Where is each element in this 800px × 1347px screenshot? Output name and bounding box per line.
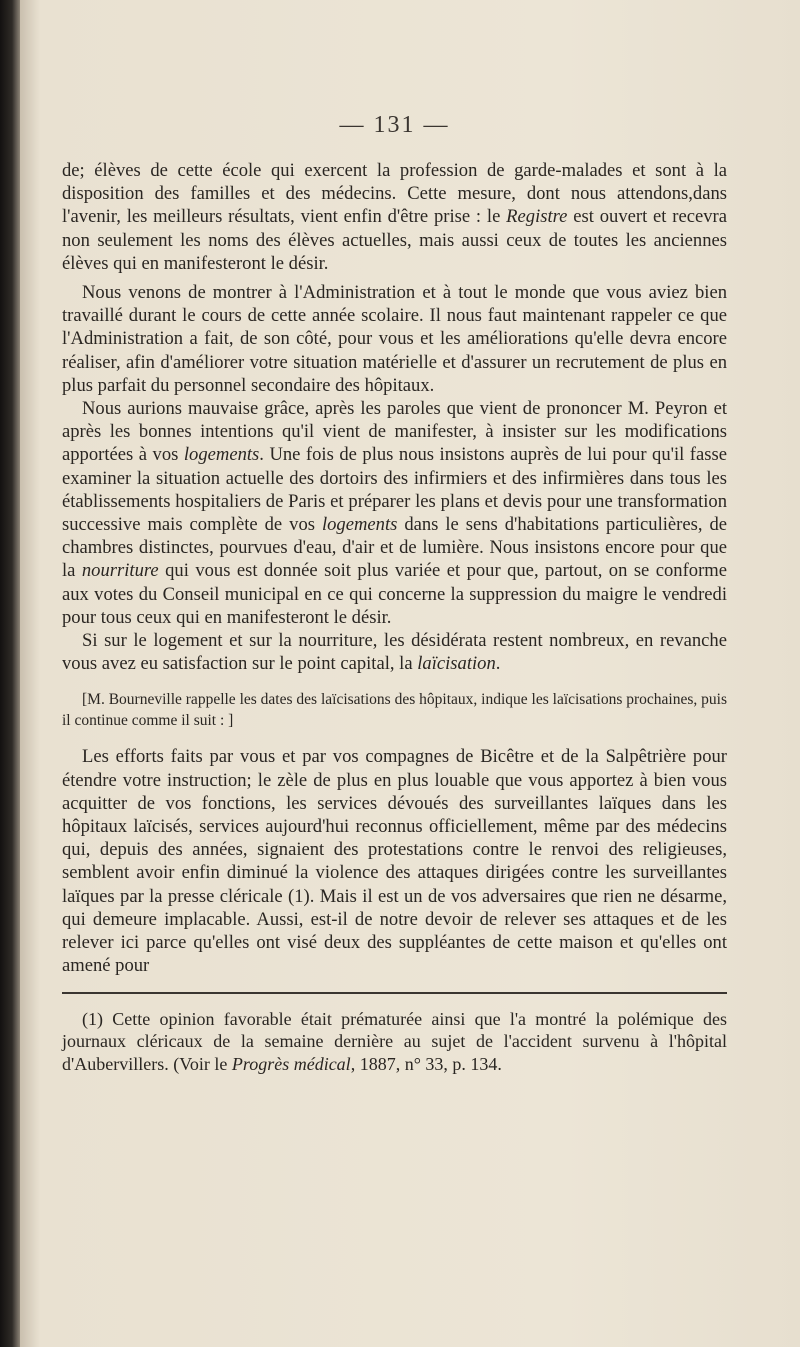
- footnote-text-b: , 1887, n° 33, p. 134.: [350, 1053, 502, 1074]
- paragraph-3-italic-2: logements: [321, 514, 398, 536]
- footnote-rule: [62, 992, 727, 994]
- footnote-italic: Progrès médical: [231, 1053, 351, 1074]
- paragraph-4: [62, 629, 727, 675]
- paragraph-2: Nous venons de montrer à l'Administration et à tout le monde que vous aviez bien travaillé durant le cours de cette année scolaire. Il nous faut maintenant rappeler ce que l'Administration a fait, de son côté, pour vous et les améliorations qu'elle devra encore réaliser, afin d'améliorer votre situation matérielle et d'assurer un recrutement de plus en plus parfait du personnel secondaire des hôpitaux.: [62, 282, 727, 396]
- paragraph-3-text-a: Nous aurions mauvaise grâce, après les paroles que vient de prononcer M. Peyron et après les bonnes intentions qu'il vient de manifester, à insister sur les modifications apportées à vos: [62, 398, 727, 466]
- paragraph-3-text-b: . Une fois de plus nous insistons auprès de lui pour qu'il fasse examiner la situation actuelle des dortoirs des infirmiers et des infirmières dans tous les établissements hospitaliers de Paris et préparer les plans et devis pour une transformation successive mais complète de vos: [62, 444, 727, 536]
- paragraph-1-text: de; élèves de cette école qui exercent la profession de garde-malades et sont à la disposition des familles et des médecins. Cette mesure, dont nous attendons,dans l'avenir, les meilleurs résultats, vient enfin d'être prise : le: [62, 160, 727, 228]
- page-number: — 131 —: [339, 112, 450, 138]
- paragraph-1-text-end: est ouvert et recevra non seulement les noms des élèves actuelles, mais aussi ceux de toutes les anciennes élèves qui en manifesteront le désir.: [62, 206, 727, 274]
- paragraph-3-italic-1: logements: [183, 444, 260, 466]
- paragraph-4-text-a: Si sur le logement et sur la nourriture, les désidérata restent nombreux, en revanche vous avez eu satisfaction sur le point capital, la: [62, 630, 727, 675]
- paragraph-3-text-c: dans le sens d'habitations particulières, de chambres distinctes, pourvues d'eau, d'air et de lumière. Nous insistons encore pour que la: [62, 514, 727, 582]
- paragraph-1-italic: Registre: [506, 206, 568, 228]
- book-binding-edge: [0, 0, 20, 1347]
- paragraph-4-italic: laïcisation: [417, 653, 496, 675]
- footnote: [62, 1008, 727, 1076]
- paragraph-1: [62, 159, 727, 275]
- text-block: [62, 112, 727, 1075]
- paragraph-4-text-b: .: [495, 653, 501, 675]
- paragraph-3-italic-3: nourriture: [81, 560, 159, 582]
- paragraph-5: Les efforts faits par vous et par vos compagnes de Bicêtre et de la Salpêtrière pour étendre votre instruction; le zèle de plus en plus louable que vous apportez à bien vous acquitter de vos fonctions, les services dévoués des surveillantes laïques dans les hôpitaux laïcisés, services aujourd'hui reconnus officiellement, même par des médecins qui, depuis des années, signaient des protestations contre le renvoi des religieuses, semblent avoir enfin diminué la violence des attaques dirigées contre les surveillantes laïques par la presse cléricale (1). Mais il est un de vos adversaires que rien ne désarme, qui demeure implacable. Aussi, est-il de notre devoir de relever ses attaques et de les relever ici parce qu'elles ont visé deux des suppléantes de cette maison et qu'elles ont amené pour: [62, 746, 727, 977]
- editorial-note: [M. Bourneville rappelle les dates des laïcisations des hôpitaux, indique les laïcisations prochaines, puis il continue comme il suit : ]: [62, 691, 727, 730]
- paragraph-3: [62, 397, 727, 629]
- footnote-text-a: (1) Cette opinion favorable était prématurée ainsi que l'a montré la polémique des journaux cléricaux de la semaine dernière au sujet de l'accident survenu à l'hôpital d'Aubervillers. (Voir le: [62, 1008, 727, 1074]
- paragraph-3-text-d: qui vous est donnée soit plus variée et pour que, partout, on se conforme aux votes du Conseil municipal en ce qui concerne la suppression du maigre le vendredi pour tous ceux qui en manifesteront le désir.: [62, 560, 727, 628]
